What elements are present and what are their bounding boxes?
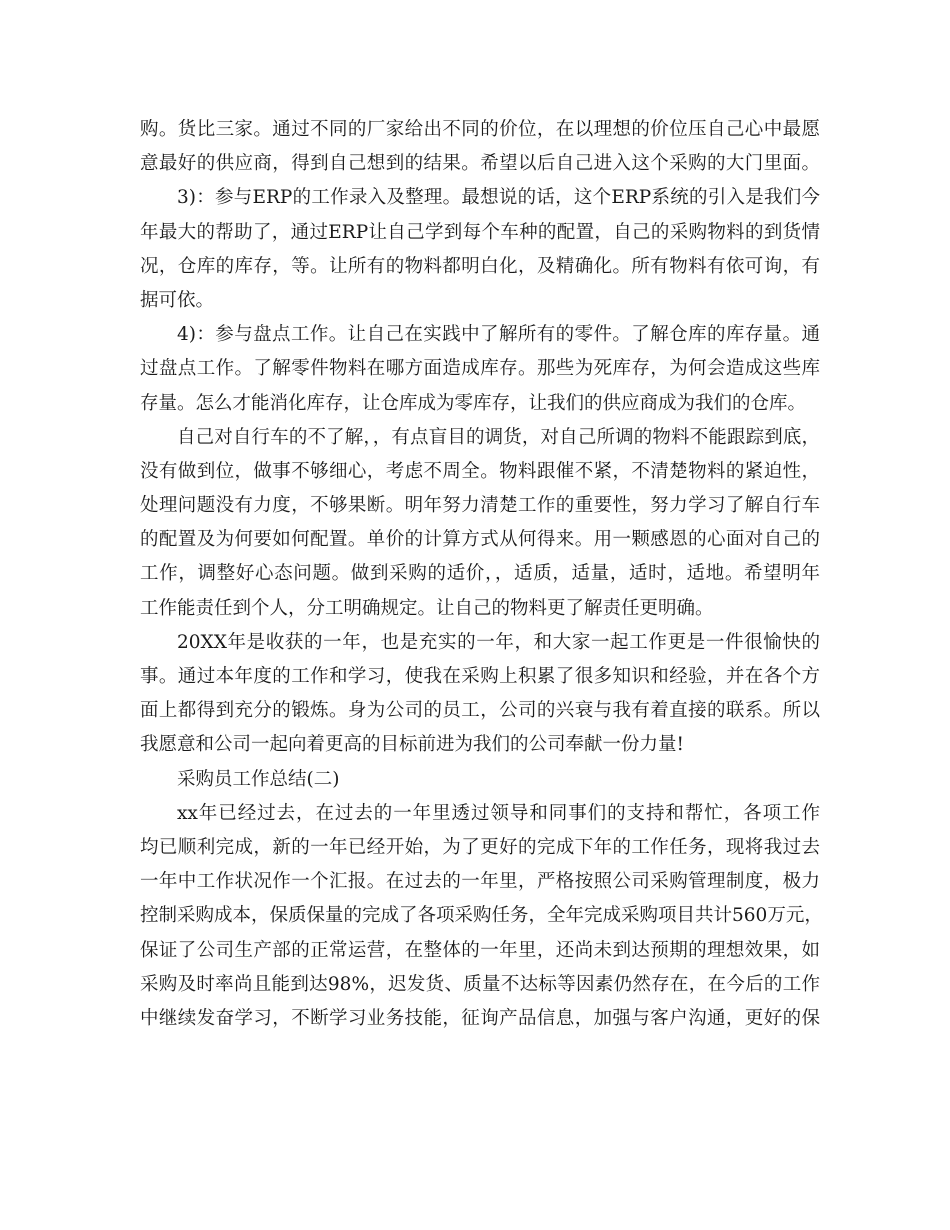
text-line: 中继续发奋学习，不断学习业务技能，征询产品信息，加强与客户沟通，更好的保 <box>140 1007 820 1029</box>
text-line: 处理问题没有力度，不够果断。明年努力清楚工作的重要性，努力学习了解自行车 <box>140 495 820 517</box>
text-line: 意最好的供应商，得到自己想到的结果。希望以后自己进入这个采购的大门里面。 <box>140 153 820 175</box>
text-line: 控制采购成本，保质保量的完成了各项采购任务，全年完成采购项目共计560万元， <box>140 905 823 927</box>
text-line: 购。货比三家。通过不同的厂家给出不同的价位，在以理想的价位压自己心中最愿 <box>140 119 820 140</box>
text-line: 过盘点工作。了解零件物料在哪方面造成库存。那些为死库存，为何会造成这些库 <box>140 358 820 380</box>
text-line: 面上都得到充分的锻炼。身为公司的员工，公司的兴衰与我有着直接的联系。所以 <box>140 700 820 722</box>
text-line: 年最大的帮助了，通过ERP让自己学到每个车种的配置，自己的采购物料的到货情 <box>140 221 820 243</box>
text-line: 况，仓库的库存，等。让所有的物料都明白化，及精确化。所有物料有依可询，有 <box>140 255 820 277</box>
text-line: xx年已经过去，在过去的一年里透过领导和同事们的支持和帮忙，各项工作 <box>177 802 820 824</box>
text-line: 工作，调整好心态问题。做到采购的适价，，适质，适量，适时，适地。希望明年 <box>140 563 820 585</box>
text-line: 一年中工作状况作一个汇报。在过去的一年里，严格按照公司采购管理制度，极力 <box>140 871 820 893</box>
text-line: 工作能责任到个人，分工明确规定。让自己的物料更了解责任更明确。 <box>140 597 714 619</box>
text-line: 保证了公司生产部的正常运营，在整体的一年里，还尚未到达预期的理想效果，如 <box>140 939 820 961</box>
text-line: 事。通过本年度的工作和学习，使我在采购上积累了很多知识和经验，并在各个方 <box>140 666 820 687</box>
text-line: 据可依。 <box>140 289 215 311</box>
text-line: 存量。怎么才能消化库存，让仓库成为零库存，让我们的供应商成为我们的仓库。 <box>140 392 807 414</box>
text-line: 均已顺利完成，新的一年已经开始，为了更好的完成下年的工作任务，现将我过去 <box>140 836 820 858</box>
text-line: 的配置及为何要如何配置。单价的计算方式从何得来。用一颗感恩的心面对自己的 <box>140 529 820 551</box>
text-line: 采购及时率尚且能到达98%，迟发货、质量不达标等因素仍然存在，在今后的工作 <box>140 973 820 995</box>
text-line: 自己对自行车的不了解，，有点盲目的调货，对自己所调的物料不能跟踪到底， <box>177 426 820 448</box>
document-body <box>140 113 823 1036</box>
text-line: 没有做到位，做事不够细心，考虑不周全。物料跟催不紧，不清楚物料的紧迫性， <box>140 460 820 482</box>
text-line: 采购员工作总结(二) <box>177 768 340 790</box>
text-line: 20XX年是收获的一年，也是充实的一年，和大家一起工作更是一件很愉快的 <box>177 631 820 653</box>
text-line: 4)：参与盘点工作。让自己在实践中了解所有的零件。了解仓库的库存量。通 <box>177 324 820 346</box>
text-line: 3)：参与ERP的工作录入及整理。最想说的话，这个ERP系统的引入是我们今 <box>177 187 820 209</box>
text-line: 我愿意和公司一起向着更高的目标前进为我们的公司奉献一份力量! <box>140 734 684 756</box>
